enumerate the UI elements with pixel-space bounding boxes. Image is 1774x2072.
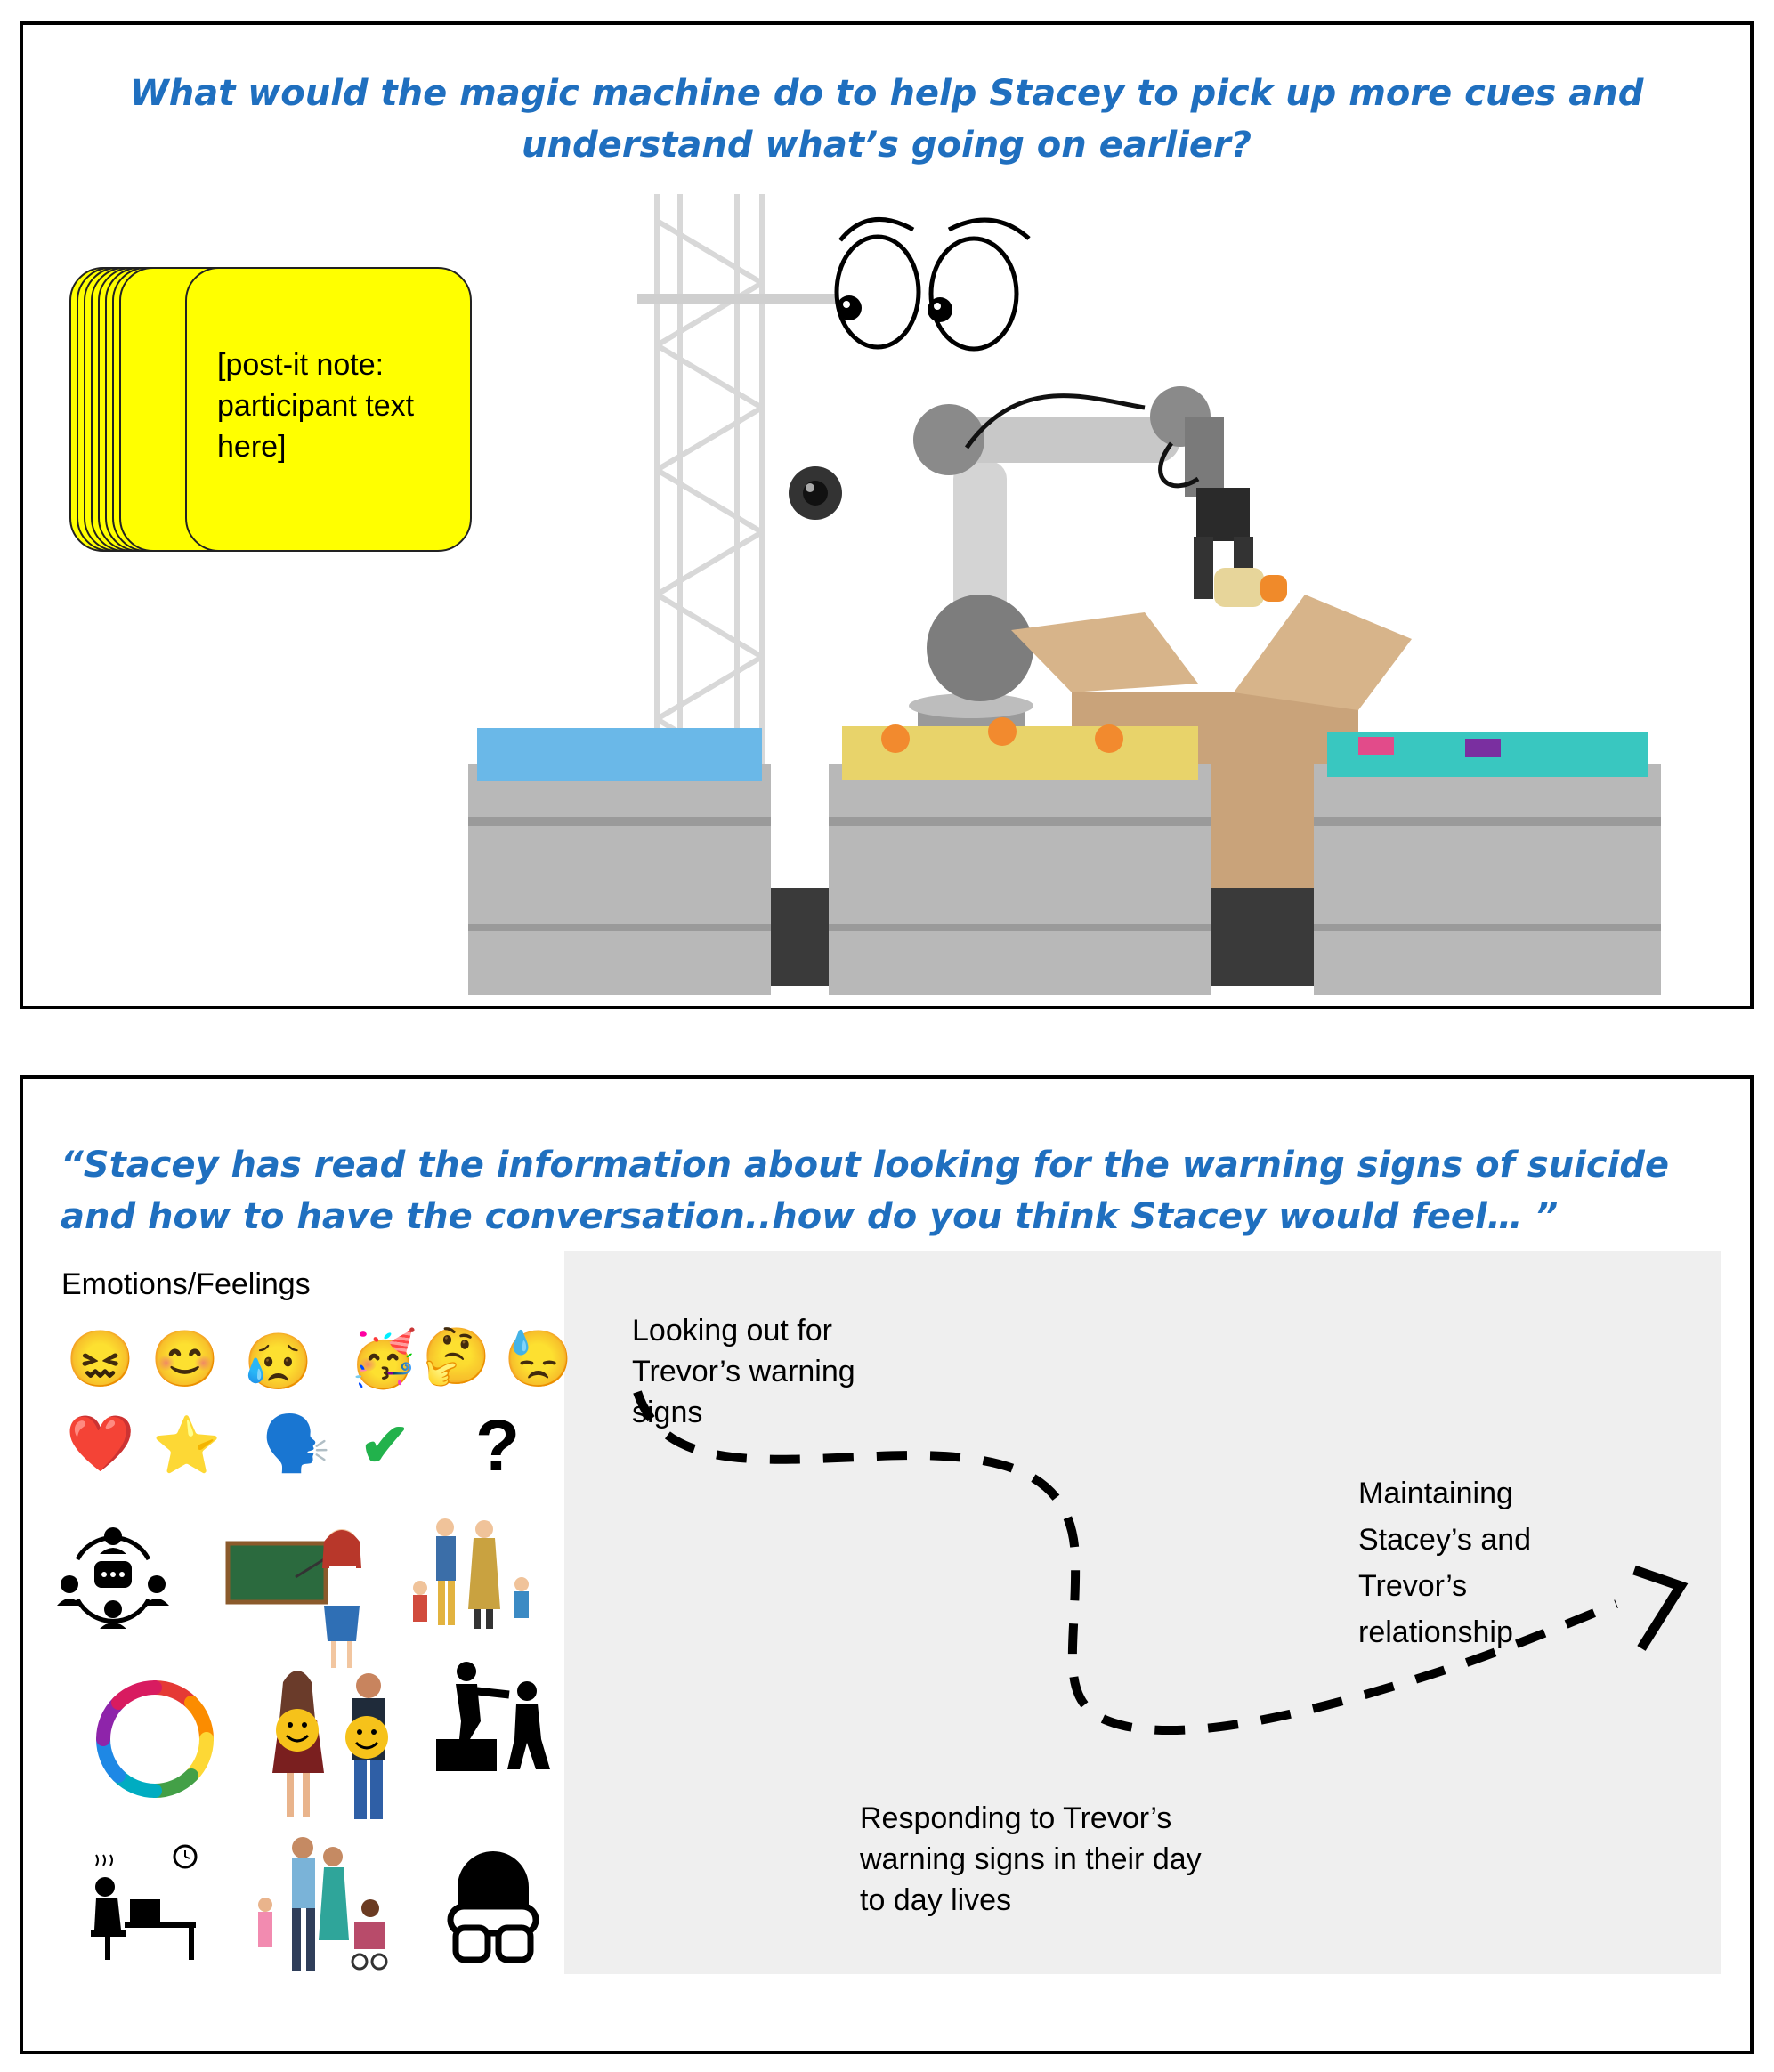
teacher-icon[interactable] <box>224 1524 385 1675</box>
group-discussion-icon[interactable] <box>55 1524 171 1631</box>
red-heart-icon[interactable]: ❤️ <box>66 1413 135 1475</box>
magic-machine-panel <box>20 21 1754 1009</box>
robot-arm-scene <box>468 194 1661 995</box>
googly-eyes-icon <box>837 219 1029 349</box>
tower-crossbar <box>637 294 869 304</box>
journey-stage-maintaining: Maintaining Stacey’s and Trevor’s relationship <box>1358 1477 1532 1649</box>
happy-couple-icon[interactable] <box>253 1666 413 1826</box>
speaking-head-icon[interactable]: 🗣️ <box>262 1413 331 1475</box>
star-icon[interactable]: ⭐ <box>152 1415 222 1477</box>
confounded-face-icon[interactable]: 😖 <box>66 1329 135 1390</box>
storage-bin-right <box>1314 732 1661 995</box>
partying-face-icon[interactable]: 🥳 <box>349 1329 418 1390</box>
community-circle-icon[interactable] <box>93 1677 217 1801</box>
post-it-note-stack <box>69 267 479 561</box>
family-icon[interactable] <box>408 1515 541 1657</box>
question-mark-icon[interactable]: ? <box>475 1405 521 1486</box>
camera-icon <box>789 466 842 520</box>
post-it-note[interactable] <box>185 267 472 552</box>
journey-stage-looking-out: Looking out for Trevor’s warning signs <box>632 1314 855 1429</box>
stacey-quote: “Stacey has read the information about looking for the warning signs of suicide and how to have the conversation..how do you think Stacey would feel… ” <box>61 1145 1670 1237</box>
thinking-face-icon[interactable]: 🤔 <box>422 1326 491 1388</box>
helping-hand-icon[interactable] <box>434 1659 559 1775</box>
journey-stage-responding: Responding to Trevor’s warning signs in their day to day lives <box>860 1801 1202 1917</box>
check-mark-icon[interactable]: ✔ <box>360 1412 410 1479</box>
storage-bin-middle <box>829 717 1211 995</box>
magic-machine-question: What would the magic machine do to help Stacey to pick up more cues and understand what’s going on earlier? <box>129 73 1644 166</box>
post-it-note-text: [post-it note: participant text here] <box>217 348 415 464</box>
feelings-journey-panel <box>20 1075 1754 2054</box>
family-group-icon[interactable] <box>247 1833 390 1985</box>
sad-person-icon[interactable] <box>440 1842 547 1967</box>
smiling-face-icon[interactable]: 😊 <box>150 1329 220 1390</box>
truss-tower <box>657 194 762 817</box>
working-late-icon[interactable] <box>69 1842 212 1967</box>
sad-relieved-face-icon[interactable]: 😥 <box>244 1331 313 1393</box>
storage-bin-left <box>468 728 771 995</box>
journey-arrowhead-icon <box>1634 1570 1681 1648</box>
emotions-title: Emotions/Feelings <box>61 1267 311 1301</box>
downcast-sweat-face-icon[interactable]: 😓 <box>504 1329 573 1390</box>
